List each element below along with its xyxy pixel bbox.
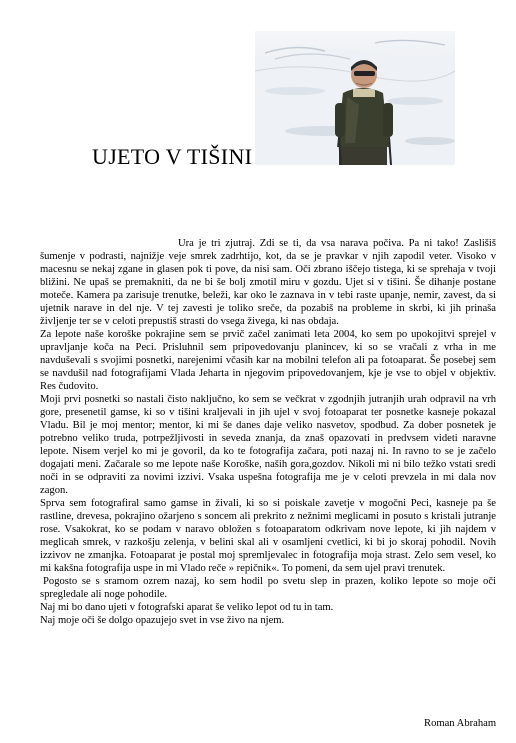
paragraph: Pogosto se s sramom ozrem nazaj, ko sem hodil po svetu slep in prazen, koliko lepote so moje oči spregledale ali noge pohodile. [40, 576, 496, 600]
article-title: UJETO V TIŠINI [92, 144, 253, 169]
photo-illustration [255, 31, 455, 165]
photo-hiker-in-snow [255, 31, 455, 165]
paragraph: Naj moje oči še dolgo opazujejo svet in vse živo na njem. [40, 615, 285, 626]
paragraph: Sprva sem fotografiral samo gamse in živali, ki so si poiskale zavetje v mogočni Peci, kasneje pa še rastline, drevesa, pokrajino ožarjeno s soncem ali prekrito z nežnimi meglicami in posuto s kristali jutranje rose. Vsakokrat, ko se podam v naravo obložen s fotoaparatom odkrivam nove lepote, ki jih najdem v meglicah smrek, v razkošju zelenja, v belini skal ali v osamljeni cvetlici, ki bi jo skoraj pohodil. Novih izzivov ne zmanjka. Fotoaparat je postal moj spremljevalec in fotografija moja strast. Zelo sem vesel, ko mi kakšna fotografija uspe in mi Vlado reče » repičnik«. To pomeni, da sem ujel pravi trenutek. [40, 498, 496, 574]
paragraph: Moji prvi posnetki so nastali čisto naključno, ko sem se večkrat v zgodnjih jutranjih urah odpravil na vrh gore, presenetil gamse, ki so v tišini kraljevali in jih ujel v svoj fotoaparat ter posnetke kasneje pokazal Vladu. Bil je moj mentor; mentor, ki mi še danes daje veliko nasvetov, spodbud. Za dober posnetek je potrebno veliko truda, potrpežljivosti in seveda znanja, da znaš opazovati in predvsem videti naravne lepote. Nisem verjel ko mi je govoril, da ko te fotografija začara, poti nazaj ni. In ravno to se je začelo dogajati meni. Začarale so me lepote naše Koroške, naših gora,gozdov. Nikoli mi ni bilo težko vstati sredi noči in se odpraviti za novimi izzivi. Vsaka uspešna fotografija me je v celoti prevzela in mi dala nov zagon. [40, 394, 496, 496]
paragraph: Ura je tri zjutraj. Zdi se ti, da vsa narava počiva. Pa ni tako! Zaslišiš šumenje v podrasti, najnižje veje smrek zadrhtijo, kot, da se je pravkar v njih zapodil veter. Visoko v macesnu se nekaj zgane in glasen pok ti pove, da nisi sam. Oči zbrano iščejo tistega, ki se sprehaja v tvoji bližini. Ne upaš se premakniti, da ne bi še bolj zmotil miru v gozdu. Ujet si v tišini. Še dihanje postane moteče. Kamera pa zarisuje trenutke, beleži, kar oko le zaznava in v tebi raste upanje, nemir, zavest, da si ujetnik narave in del nje. V tej zavesti je toliko sreče, da pozabiš na probleme in skrbi, ki jih prinaša življenje ter se v celoti prepustiš strasti do vsega živega, ki nas obdaja. [40, 238, 496, 327]
paragraph: Za lepote naše koroške pokrajine sem se prvič začel zanimati leta 2004, ko sem po upokojitvi sprejel v upravljanje koča na Peci. Prisluhnil sem pripovedovanju planincev, ki so se vračali z vrha in me navduševali s svojimi posnetki, narejenimi včasih kar na mobilni telefon ali pa fotoaparat. Še posebej sem se navdušil nad fotografijami Vlada Jeharta in njegovim pripovedovanjem, kje je vse to objel v objektiv. Res čudovito. [40, 329, 496, 392]
paragraph: Naj mi bo dano ujeti v fotografski aparat še veliko lepot od tu in tam. [40, 602, 334, 613]
author-signature: Roman Abraham [424, 718, 497, 729]
article-body [40, 237, 496, 627]
